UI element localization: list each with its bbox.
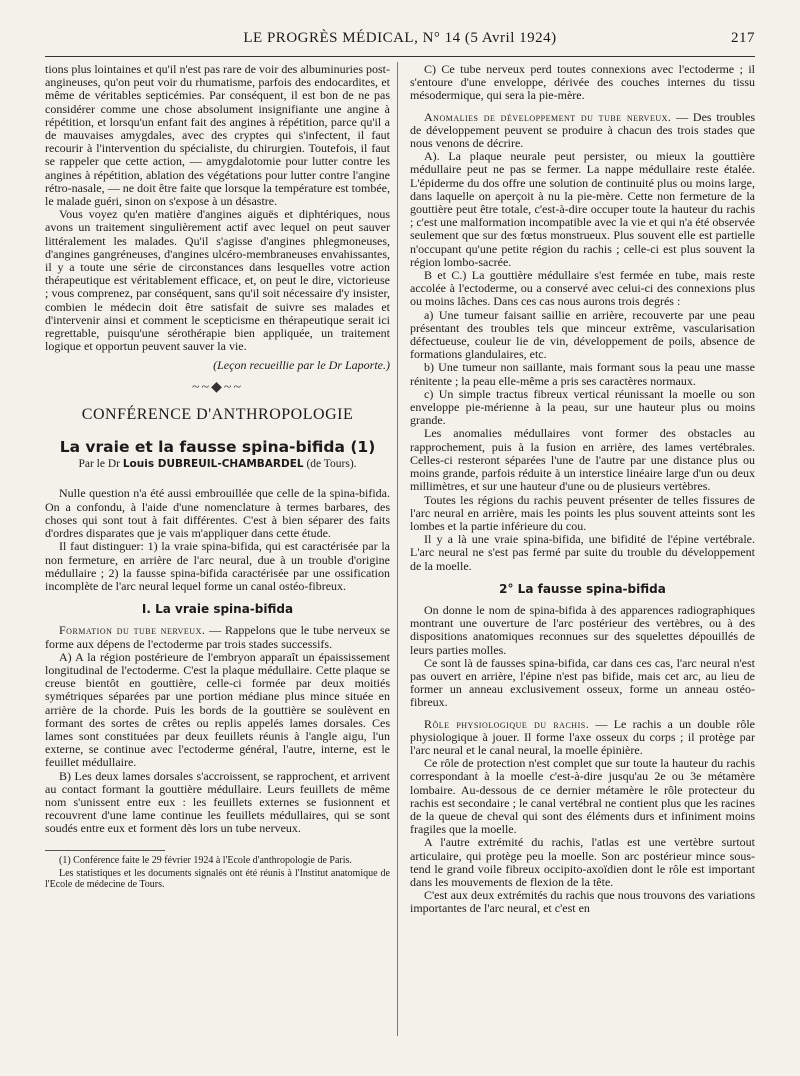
running-title: LE PROGRÈS MÉDICAL, N° 14 (5 Avril 1924) (243, 30, 557, 46)
article-title: La vraie et la fausse spina-bifida (1) (59, 438, 376, 457)
paragraph: Vous voyez qu'en matière d'angines aiguës et diphtériques, nous avons un traitement singulièrement actif avec lequel on peut sauver littéralement les malades. Qu'il s'agisse d'angines phlegmoneuses, d'angines gangréneuses, d'angines ulcéro-membraneuses envahissantes, il y a toute une série de circonstances dans lesquelles votre action thérapeutique est véritablement efficace, et, on peut le dire, victorieuse ; vous comprenez, par conséquent, sans qu'il soit nécessaire d'y insister, combien le médecin doit être satisfait de suivre ses malades et d'intervenir ainsi et comment le scepticisme en thérapeutique serait ici regrettable, puisqu'une sérothérapie bien appliquée, un traitement logique et opportun peuvent sauver la vie. (45, 207, 390, 354)
ornament-divider: ~~◆~~ (191, 379, 244, 395)
paragraph: Ce sont là de fausses spina-bifida, car dans ces cas, l'arc neural n'est pas ouvert en arrière, l'épine n'est pas bifide, mais cet arc, au lieu de former un anneau exclusivement osseux, forme un anneau ostéo-fibreux. (410, 655, 755, 710)
paragraph: Il y a là une vraie spina-bifida, une bifidité de l'épine vertébrale. L'arc neural ne s'est pas fermé par suite du trouble du développement de la moelle. (410, 532, 755, 573)
paragraph: A). La plaque neurale peut persister, ou mieux la gouttière médullaire peut ne pas se fermer. La nappe médullaire reste étalée. L'épiderme du dos offre une solution de continuité plus ou moins large, dans laquelle on aperçoit à nu la pie-mère. Cette non fermeture de la gouttière peut être totale, c'est-à-dire occuper toute la hauteur du rachis ; c'est une malformation incompatible avec la vie et qui n'a été observée seulement que sur des fœtus monstrueux. Plus souvent elle est partielle n'occupant qu'une petite région du rachis ; celle-ci est plus souvent la région lombo-sacrée. (410, 149, 755, 269)
paragraph: c) Un simple tractus fibreux vertical réunissant la moelle ou son enveloppe pie-mérienne à la peau, sur une hauteur plus ou moins grande. (410, 386, 755, 428)
subheading: I. La vraie spina-bifida (141, 602, 294, 617)
paragraph: Ce rôle de protection n'est complet que sur toute la hauteur du rachis correspondant à la moelle c'est-à-dire jusqu'au 2e ou 3e métamère lombaire. Au-dessous de ce dernier métamère le rôle protecteur du rachis est secondaire ; le canal vertébral ne contient plus que les racines de la queue de cheval qui sont des éléments durs et infiniment moins fragiles que la moelle. (410, 756, 755, 837)
paragraph: C'est aux deux extrémités du rachis que nous trouvons des variations importantes de l'arc neural, et c'est en (410, 888, 755, 916)
lecture-signature: (Leçon recueillie par le Dr Laporte.) (213, 358, 390, 373)
paragraph: A l'autre extrémité du rachis, l'atlas est une vertèbre surtout articulaire, qui protège peu la moelle. Son arc postérieur mince sous-tend le grand voile fibreux occipito-axoïdien dont le rôle est important dans les mouvements de flexion de la tête. (410, 835, 755, 889)
paragraph-text: — Des troubles de développement peuvent se produire à chacun des trois stades que nous venons de décrire. (410, 109, 755, 151)
paragraph: b) Une tumeur non saillante, mais formant sous la peau une masse rénitente ; la peau elle-même a pris ses caractères normaux. (410, 360, 755, 388)
paragraph-lead: Rôle physiologique du rachis. (424, 716, 590, 731)
paragraph-lead: Anomalies de développement du tube nerveux. (424, 109, 672, 124)
paragraph: Toutes les régions du rachis peuvent présenter de telles fissures de l'arc neural en arrière, mais les points les plus souvent atteints sont les lombes et la partie inférieure du cou. (410, 492, 755, 533)
paragraph: B) Les deux lames dorsales s'accroissent, se rapprochent, et arrivent au contact formant la gouttière médullaire. Leurs feuillets de même nom s'unissent entre eux : les feuillets externes se fusionnent et recouvrent d'une lame continue les feuillets médullaires, qui se sont soudés entre eux et forment dès lors un tube nerveux. (45, 768, 390, 836)
column-divider (397, 62, 398, 1036)
footnote: (1) Conférence faite le 29 février 1924 à l'Ecole d'anthropologie de Paris. (59, 854, 352, 866)
paragraph: A) A la région postérieure de l'embryon apparaît un épaississement longitudinal de l'ectoderme. C'est la plaque médullaire. Cette plaque se creuse bientôt en gouttière, celle-ci formée par deux moitiés symétriques séparées par une portion médiane plus mince située en arrière de la chorde. Puis les bords de la gouttière se soulèvent en formant des sortes de crêtes ou replis appelés lames dorsales. Ces lames sont constituées par deux feuillets réunis à l'angle aigu, l'un externe, se continue avec l'ectoderme général, l'autre, interne, est le feuillet médullaire. (45, 649, 390, 770)
paragraph (410, 718, 755, 758)
paragraph (410, 111, 755, 151)
right-column (410, 63, 755, 916)
author-prefix: Par le Dr (78, 458, 120, 471)
paragraph-lead: Formation du tube nerveux. (59, 623, 206, 638)
subheading: 2° La fausse spina-bifida (499, 581, 666, 596)
paragraph-text: — Le rachis a un double rôle physiologique à jouer. Il forme l'axe osseux du corps ; il protège par l'arc neural et le canal neural, la moelle épinière. (410, 716, 755, 757)
author-name: Louis DUBREUIL-CHAMBARDEL (122, 458, 304, 471)
paragraph: C) Ce tube nerveux perd toutes connexions avec l'ectoderme ; il s'entoure d'une enveloppe, dérivée des couches internes du tissu mésodermique, qui sera la pie-mère. (410, 62, 755, 103)
page-number: 217 (731, 30, 755, 46)
left-column (45, 63, 390, 890)
footnote: Les statistiques et les documents signalés ont été réunis à l'Institut anatomique de l'Ecole de médecine de Tours. (45, 867, 390, 890)
page-header (45, 30, 755, 52)
section-title: CONFÉRENCE D'ANTHROPOLOGIE (81, 405, 354, 423)
paragraph: tions plus lointaines et qu'il n'est pas rare de voir des albuminuries post-angineuses, qu'on peut voir du rhumatisme, parfois des endocardites, et même de véritables septicémies. Par conséquent, il est bon de ne pas considérer comme une chose absolument insignifiante une angine à répétition, et lorsqu'un enfant fait des angines à répétition, parce qu'il a de mauvaises amygdales, avec des cryptes qui s'infectent, il faut recourir à l'intervention du spécialiste, du chirurgien. Toutefois, il faut se rappeler que cette action, — amygdalotomie pour lutter contre les angines à répétition, ablation des végétations pour lutter contre l'angine rétro-nasale, — ne doit être faite que lorsque la température est tombée, le malade guéri, sinon on s'expose à un désastre. (45, 62, 390, 209)
footnote-rule (45, 850, 165, 851)
paragraph: a) Une tumeur faisant saillie en arrière, recouverte par une peau présentant des troubles tels que minceur extrême, vascularisation défectueuse, couleur lie de vin, développement de poils, absence de formations glandulaires, etc. (410, 307, 755, 362)
paragraph-text: — Rappelons que le tube nerveux se forme aux dépens de l'ectoderme par trois stades successifs. (45, 623, 390, 651)
paragraph: Nulle question n'a été aussi embrouillée que celle de la spina-bifida. On a confondu, à l'aide d'une nomenclature à termes barbares, des choses qui sont tout à fait différentes. C'est à bien séparer des faits d'ordres disparates que je vais m'appliquer dans cette étude. (45, 486, 390, 541)
article-author (45, 458, 390, 471)
author-suffix: (de Tours). (306, 458, 357, 471)
paragraph: On donne le nom de spina-bifida à des apparences radiographiques montrant une ouverture de l'arc postérieur des vertèbres, ou à des dispositions anatomiques reconnues sur des squelettes dépouillés de leurs parties molles. (410, 602, 755, 657)
paragraph (45, 624, 390, 650)
header-rule (45, 56, 755, 57)
paragraph: Il faut distinguer: 1) la vraie spina-bifida, qui est caractérisée par la non fermeture, en arrière de l'arc neural, due à un trouble d'origine médullaire ; 2) la fausse spina-bifida caractérisée par une ossification incomplète de l'arc neural lequel forme un canal ostéo-fibreux. (45, 539, 390, 593)
paragraph: B et C.) La gouttière médullaire s'est fermée en tube, mais reste accolée à l'ectoderme, ou a conservé avec celui-ci des connexions plus ou moins lâches. Dans ces cas nous aurons trois degrés : (410, 268, 755, 309)
paragraph: Les anomalies médullaires vont former des obstacles au rapprochement, puis à la fusion en arrière, des lames vertébrales. Celles-ci resteront séparées l'une de l'autre par une distance plus ou moins grande, parfois réduite à un interstice linéaire large d'un ou deux millimètres, et sur une hauteur d'une ou de plusieurs vertèbres. (410, 426, 755, 494)
